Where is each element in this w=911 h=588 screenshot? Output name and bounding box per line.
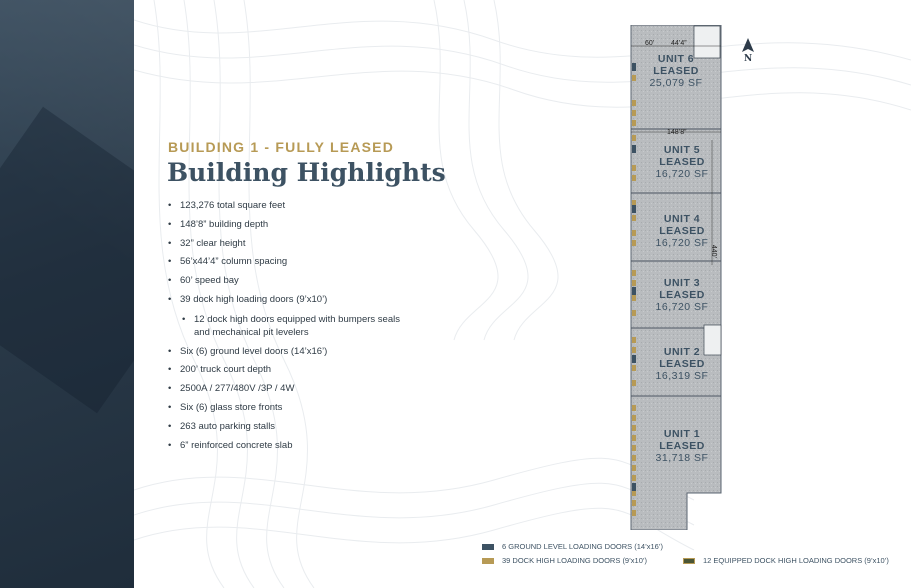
plan-dimension-label: 60’ — [645, 40, 655, 47]
compass-label: N — [744, 54, 753, 64]
list-item: • 60’ speed bay — [168, 275, 418, 287]
list-item: • 148’8” building depth — [168, 219, 418, 231]
unit-label: UNIT 2 LEASED 16,319 SF — [655, 346, 709, 382]
unit-label: UNIT 1 LEASED 31,718 SF — [655, 428, 709, 464]
legend-item: 12 EQUIPPED DOCK HIGH LOADING DOORS (9’x10’) — [683, 556, 889, 565]
list-item: • 56’x44’4” column spacing — [168, 256, 418, 268]
list-item: • 6” reinforced concrete slab — [168, 440, 418, 452]
list-item: • 263 auto parking stalls — [168, 421, 418, 433]
list-item: • Six (6) ground level doors (14’x16’) — [168, 346, 418, 358]
list-item: • Six (6) glass store fronts — [168, 402, 418, 414]
legend-swatch — [683, 558, 695, 564]
list-item: • 12 dock high doors equipped with bumpers seals and mechanical pit levelers — [182, 313, 418, 339]
unit-label: UNIT 3 LEASED 16,720 SF — [655, 277, 709, 313]
building-status-heading: BUILDING 1 - FULLY LEASED — [168, 139, 395, 155]
list-item: • 200’ truck court depth — [168, 364, 418, 376]
decorative-side-panel — [0, 0, 134, 588]
plan-dimension-label: 44’4” — [671, 40, 687, 47]
list-item: • 39 dock high loading doors (9’x10’) — [168, 294, 418, 306]
page-title: Building Highlights — [167, 158, 446, 187]
legend-swatch — [482, 544, 494, 550]
list-item: • 32” clear height — [168, 238, 418, 250]
plan-dimension-label: 148’8” — [667, 129, 687, 136]
legend-item: 6 GROUND LEVEL LOADING DOORS (14’x16’) — [482, 542, 663, 551]
list-item: • 2500A / 277/480V /3P / 4W — [168, 383, 418, 395]
legend-item: 39 DOCK HIGH LOADING DOORS (9’x10’) — [482, 556, 647, 565]
highlights-list — [168, 200, 418, 458]
plan-dimension-label: 440’ — [710, 244, 718, 259]
unit-label: UNIT 5 LEASED 16,720 SF — [655, 144, 709, 180]
unit-label: UNIT 6 LEASED 25,079 SF — [649, 53, 703, 89]
unit-label: UNIT 4 LEASED 16,720 SF — [655, 213, 709, 249]
legend-swatch — [482, 558, 494, 564]
list-item: • 123,276 total square feet — [168, 200, 418, 212]
